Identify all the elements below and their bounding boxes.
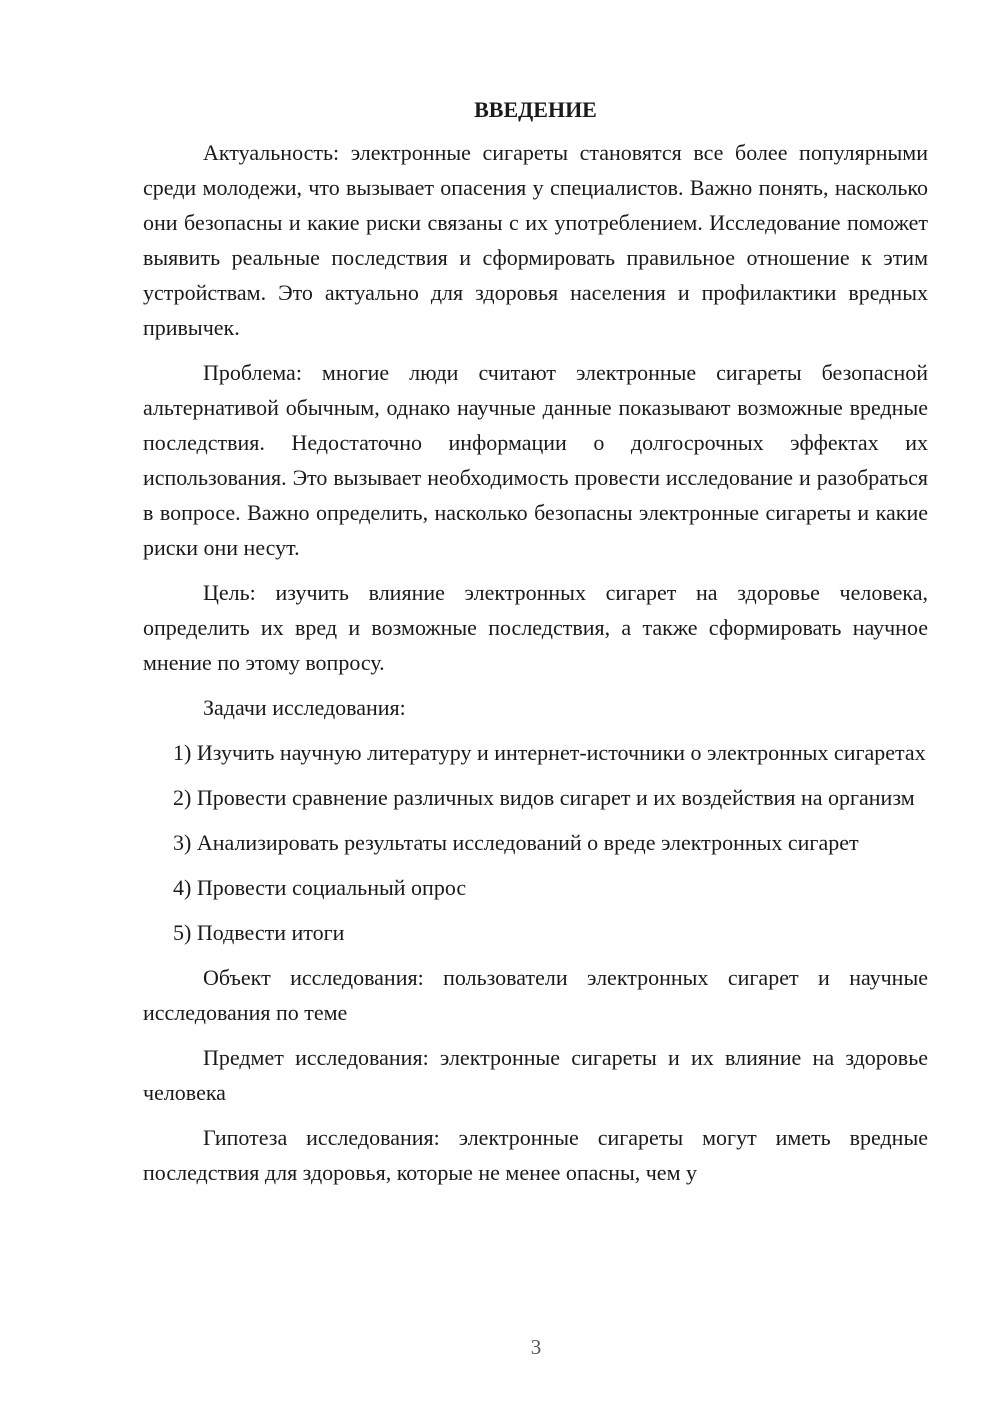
object-paragraph: Объект исследования: пользователи электронных сигарет и научные исследования по теме: [143, 965, 928, 1025]
subject-paragraph: Предмет исследования: электронные сигареты и их влияние на здоровье человека: [143, 1045, 928, 1105]
task-item-1: 1) Изучить научную литературу и интернет-источники о электронных сигаретах: [173, 740, 926, 765]
task-item-5: 5) Подвести итоги: [173, 920, 345, 945]
relevance-paragraph: Актуальность: электронные сигареты становятся все более популярными среди молодежи, что вызывает опасения у специалистов. Важно понять, насколько они безопасны и какие риски связаны с их употреблением. Исследование поможет выявить реальные последствия и сформировать правильное отношение к этим устройствам. Это актуально для здоровья населения и профилактики вредных привычек.: [143, 140, 928, 340]
section-title: ВВЕДЕНИЕ: [474, 97, 597, 122]
tasks-heading: Задачи исследования:: [203, 695, 406, 720]
page-number: 3: [530, 1335, 542, 1359]
task-item-2: 2) Провести сравнение различных видов сигарет и их воздействия на организм: [173, 785, 915, 810]
goal-paragraph: Цель: изучить влияние электронных сигарет на здоровье человека, определить их вред и возможные последствия, а также сформировать научное мнение по этому вопросу.: [143, 580, 928, 675]
task-item-4: 4) Провести социальный опрос: [173, 875, 467, 900]
task-item-3: 3) Анализировать результаты исследований о вреде электронных сигарет: [173, 830, 859, 855]
page-content: [143, 92, 928, 1200]
problem-paragraph: Проблема: многие люди считают электронные сигареты безопасной альтернативой обычным, однако научные данные показывают возможные вредные последствия. Недостаточно информации о долгосрочных эффектах их использования. Это вызывает необходимость провести исследование и разобраться в вопросе. Важно определить, насколько безопасны электронные сигареты и какие риски они несут.: [143, 360, 928, 560]
hypothesis-paragraph: Гипотеза исследования: электронные сигареты могут иметь вредные последствия для здоровья, которые не менее опасны, чем у: [143, 1125, 928, 1185]
